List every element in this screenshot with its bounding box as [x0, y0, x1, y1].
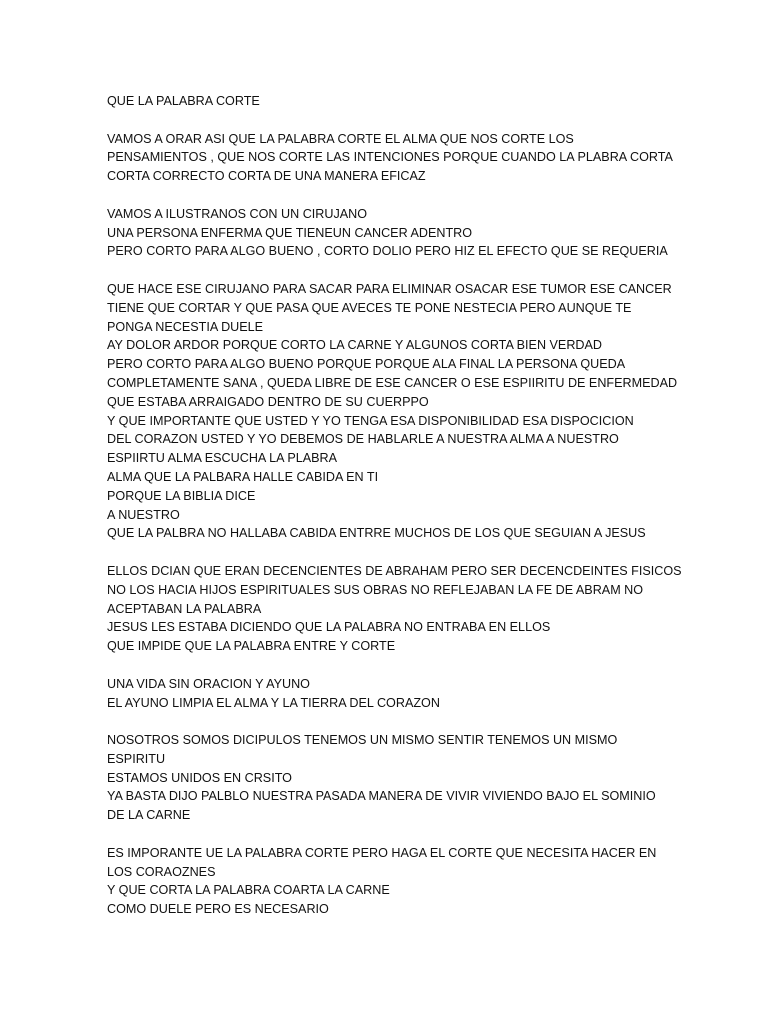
text-line: ES IMPORANTE UE LA PALABRA CORTE PERO HAGA EL CORTE QUE NECESITA HACER EN — [107, 845, 657, 860]
text-line: AY DOLOR ARDOR PORQUE CORTO LA CARNE Y ALGUNOS CORTA BIEN VERDAD — [107, 338, 603, 353]
text-line: CORTA CORRECTO CORTA DE UNA MANERA EFICAZ — [107, 169, 426, 184]
text-line: ACEPTABAN LA PALABRA — [107, 601, 262, 616]
text-line: PONGA NECESTIA DUELE — [107, 319, 264, 334]
text-line: UNA PERSONA ENFERMA QUE TIENEUN CANCER ADENTRO — [107, 225, 473, 240]
text-line: QUE LA PALBRA NO HALLABA CABIDA ENTRRE MUCHOS DE LOS QUE SEGUIAN A JESUS — [107, 526, 646, 541]
text-line: QUE IMPIDE QUE LA PALABRA ENTRE Y CORTE — [107, 639, 396, 654]
text-line: PENSAMIENTOS , QUE NOS CORTE LAS INTENCIONES PORQUE CUANDO LA PLABRA CORTA — [107, 150, 673, 165]
paragraph-tumor — [107, 280, 678, 543]
text-line: Y QUE CORTA LA PALABRA COARTA LA CARNE — [107, 883, 390, 898]
paragraph-cirujano — [107, 205, 672, 261]
text-line: LOS CORAOZNES — [107, 864, 216, 879]
document-title-paragraph — [107, 92, 672, 111]
paragraph-ayuno — [107, 675, 672, 713]
text-line: A NUESTRO — [107, 507, 180, 522]
text-line: ALMA QUE LA PALBARA HALLE CABIDA EN TI — [107, 469, 379, 484]
text-line: VAMOS A ORAR ASI QUE LA PALABRA CORTE EL ALMA QUE NOS CORTE LOS — [107, 131, 574, 146]
text-line: QUE ESTABA ARRAIGADO DENTRO DE SU CUERPPO — [107, 394, 429, 409]
text-line: TIENE QUE CORTAR Y QUE PASA QUE AVECES TE PONE NESTECIA PERO AUNQUE TE — [107, 300, 632, 315]
document-page — [107, 92, 682, 938]
text-line: PERO CORTO PARA ALGO BUENO , CORTO DOLIO PERO HIZ EL EFECTO QUE SE REQUERIA — [107, 244, 668, 259]
text-line: ESTAMOS UNIDOS EN CRSITO — [107, 770, 292, 785]
text-line: ESPIRITU — [107, 751, 166, 766]
paragraph-abraham — [107, 562, 682, 656]
text-line: PERO CORTO PARA ALGO BUENO PORQUE PORQUE ALA FINAL LA PERSONA QUEDA — [107, 357, 626, 372]
paragraph-oracion — [107, 130, 672, 186]
text-line: COMPLETAMENTE SANA , QUEDA LIBRE DE ESE CANCER O ESE ESPIIRITU DE ENFERMEDAD — [107, 375, 678, 390]
text-line: JESUS LES ESTABA DICIENDO QUE LA PALABRA NO ENTRABA EN ELLOS — [107, 620, 551, 635]
paragraph-corte-final — [107, 844, 672, 919]
text-line: ELLOS DCIAN QUE ERAN DECENCIENTES DE ABRAHAM PERO SER DECENCDEINTES FISICOS — [107, 563, 682, 578]
text-line: NOSOTROS SOMOS DICIPULOS TENEMOS UN MISMO SENTIR TENEMOS UN MISMO — [107, 733, 618, 748]
text-line: Y QUE IMPORTANTE QUE USTED Y YO TENGA ESA DISPONIBILIDAD ESA DISPOCICION — [107, 413, 634, 428]
text-line: NO LOS HACIA HIJOS ESPIRITUALES SUS OBRAS NO REFLEJABAN LA FE DE ABRAM NO — [107, 582, 644, 597]
text-line: ESPIIRTU ALMA ESCUCHA LA PLABRA — [107, 451, 338, 466]
text-line: YA BASTA DIJO PALBLO NUESTRA PASADA MANERA DE VIVIR VIVIENDO BAJO EL SOMINIO — [107, 789, 656, 804]
paragraph-dicipulos — [107, 731, 672, 825]
text-line: UNA VIDA SIN ORACION Y AYUNO — [107, 676, 310, 691]
text-line: QUE HACE ESE CIRUJANO PARA SACAR PARA ELIMINAR OSACAR ESE TUMOR ESE CANCER — [107, 281, 672, 296]
text-line: PORQUE LA BIBLIA DICE — [107, 488, 256, 503]
text-line: VAMOS A ILUSTRANOS CON UN CIRUJANO — [107, 206, 368, 221]
text-line: DEL CORAZON USTED Y YO DEBEMOS DE HABLARLE A NUESTRA ALMA A NUESTRO — [107, 432, 619, 447]
document-title: QUE LA PALABRA CORTE — [107, 94, 260, 108]
text-line: DE LA CARNE — [107, 808, 191, 823]
text-line: EL AYUNO LIMPIA EL ALMA Y LA TIERRA DEL CORAZON — [107, 695, 440, 710]
text-line: COMO DUELE PERO ES NECESARIO — [107, 902, 329, 917]
